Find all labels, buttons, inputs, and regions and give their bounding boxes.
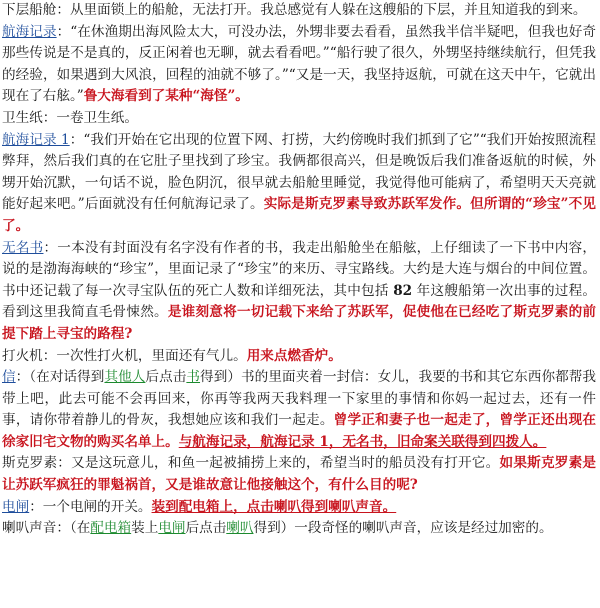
walkthrough-note: 用来点燃香炉。 [246, 347, 342, 364]
entry-text: ：一个电闸的开关。 [29, 498, 152, 515]
item-name: 下层船舱： [2, 2, 70, 18]
item-entry [2, 108, 596, 130]
walkthrough-note: 如果斯克罗素是让苏跃军疯狂的罪魁祸首，又是谁故意让他接触这个，有什么目的呢? [2, 455, 597, 494]
item-entry [2, 22, 596, 108]
entry-text: ：（在 [56, 520, 91, 537]
item-reference: 喇叭 [226, 520, 254, 537]
walkthrough-note: 曾学正和妻子也一起走了，曾学正还出现在徐家旧宅文物的购买名单上。 [2, 412, 597, 450]
item-reference: 配电箱 [90, 520, 132, 537]
item-name: 喇叭声音 [2, 520, 57, 537]
item-entry [2, 130, 596, 238]
entry-text: ：（在对话得到 [15, 369, 105, 386]
item-entry [2, 0, 596, 22]
entry-text: 后点击 [145, 369, 187, 386]
entry-text: 又是这玩意儿，和鱼一起被捕捞上来的，希望当时的船员没有打开它。 [71, 455, 500, 472]
item-entry [2, 367, 596, 453]
entry-text: 从里面锁上的船舱，无法打开。我总感觉有人躲在这艘船的下层，并且知道我的到来。 [69, 2, 587, 18]
item-name: 信 [2, 369, 16, 386]
entry-text: 装上 [131, 520, 159, 537]
item-name: 电闸 [2, 498, 30, 515]
walkthrough-note: 与航海记录，航海记录 1，无名书，旧命案关联得到四拨人。 [178, 433, 547, 450]
item-name: 斯克罗素： [2, 455, 72, 472]
item-reference: 书 [186, 369, 201, 386]
entry-text: 年这艘船第一次出事的过程。看到这里我简直毛骨悚然。 [2, 282, 596, 321]
item-entry [2, 453, 596, 496]
item-entry [2, 497, 596, 519]
item-name: 无名书 [2, 239, 44, 256]
walkthrough-note: 装到配电箱上，点击喇叭得到喇叭声音。 [151, 498, 397, 515]
item-reference: 电闸 [158, 520, 186, 537]
walkthrough-note: 鲁大海看到了某种“海怪”。 [83, 88, 249, 105]
walkthrough-note: 是谁刻意将一切记载下来给了苏跃军，促使他在已经吃了斯克罗素的前提下踏上寻宝的路程? [2, 304, 597, 342]
entry-text: ：“在休渔期出海风险太大，可没办法，外甥非要去看看，虽然我半信半疑吧，但我也好奇那些传说是不是真的，反正闲着也无聊，就去看看吧。”“船行驶了很久，外甥坚持继续航行，但凭我的经验，如果遇到大风浪，回程的油就不够了。”“又是一天，我坚持返航，可就在这天中午，它就出现在了右舷。” [2, 23, 596, 105]
item-name: 航海记录 [2, 23, 57, 40]
item-entry [2, 346, 596, 368]
item-name: 卫生纸： [2, 109, 57, 126]
walkthrough-document [2, 0, 596, 540]
walkthrough-note: 实际是斯克罗素导致苏跃军发作。但所谓的“珍宝”不见了。 [2, 196, 596, 234]
entry-text: 得到）一段奇怪的喇叭声音，应该是经过加密的。 [253, 520, 553, 537]
entry-text: 后点击 [185, 520, 227, 537]
entry-text: 一次性打火机，里面还有气儿。 [56, 347, 247, 364]
entry-text: 一卷卫生纸。 [56, 109, 138, 126]
item-name: 打火机： [2, 347, 57, 364]
item-entry [2, 518, 596, 540]
number-highlight: 82 [393, 282, 413, 299]
item-entry [2, 238, 596, 346]
item-name: 航海记录 1 [2, 131, 70, 148]
item-reference: 其他人 [104, 369, 146, 386]
entry-text: ：一本没有封面没有名字没有作者的书，我走出船舱坐在船舷，上仔细读了一下书中内容，说的是渤海海峡的“珍宝”，里面记录了“珍宝”的来历、寻宝路线。大约是大连与烟台的中间位置。书中还记载了每一次寻宝队伍的死亡人数和详细死法，其中包括 [2, 239, 597, 299]
entry-text: ：“我们开始在它出现的位置下网、打捞，大约傍晚时我们抓到了它”“我们开始按照流程弊拜，然后我们真的在它肚子里找到了珍宝。我俩都很高兴，但是晚饭后我们准备返航的时候，外甥开始沉默，一句话不说，脸色阴沉，很早就去船舱里睡觉，我觉得他可能病了，希望明天天亮就能好起来吧。”后面就没有任何航海记录了。 [2, 131, 596, 213]
entry-text: 得到）书的里面夹着一封信：女儿，我要的书和其它东西你都帮我带上吧，此去可能不会再回来，你再等我两天我料理一下家里的事情和你妈一起过去，还有一件事，请你带着静儿的骨灰，我想她应该和我们一起走。 [2, 369, 597, 429]
